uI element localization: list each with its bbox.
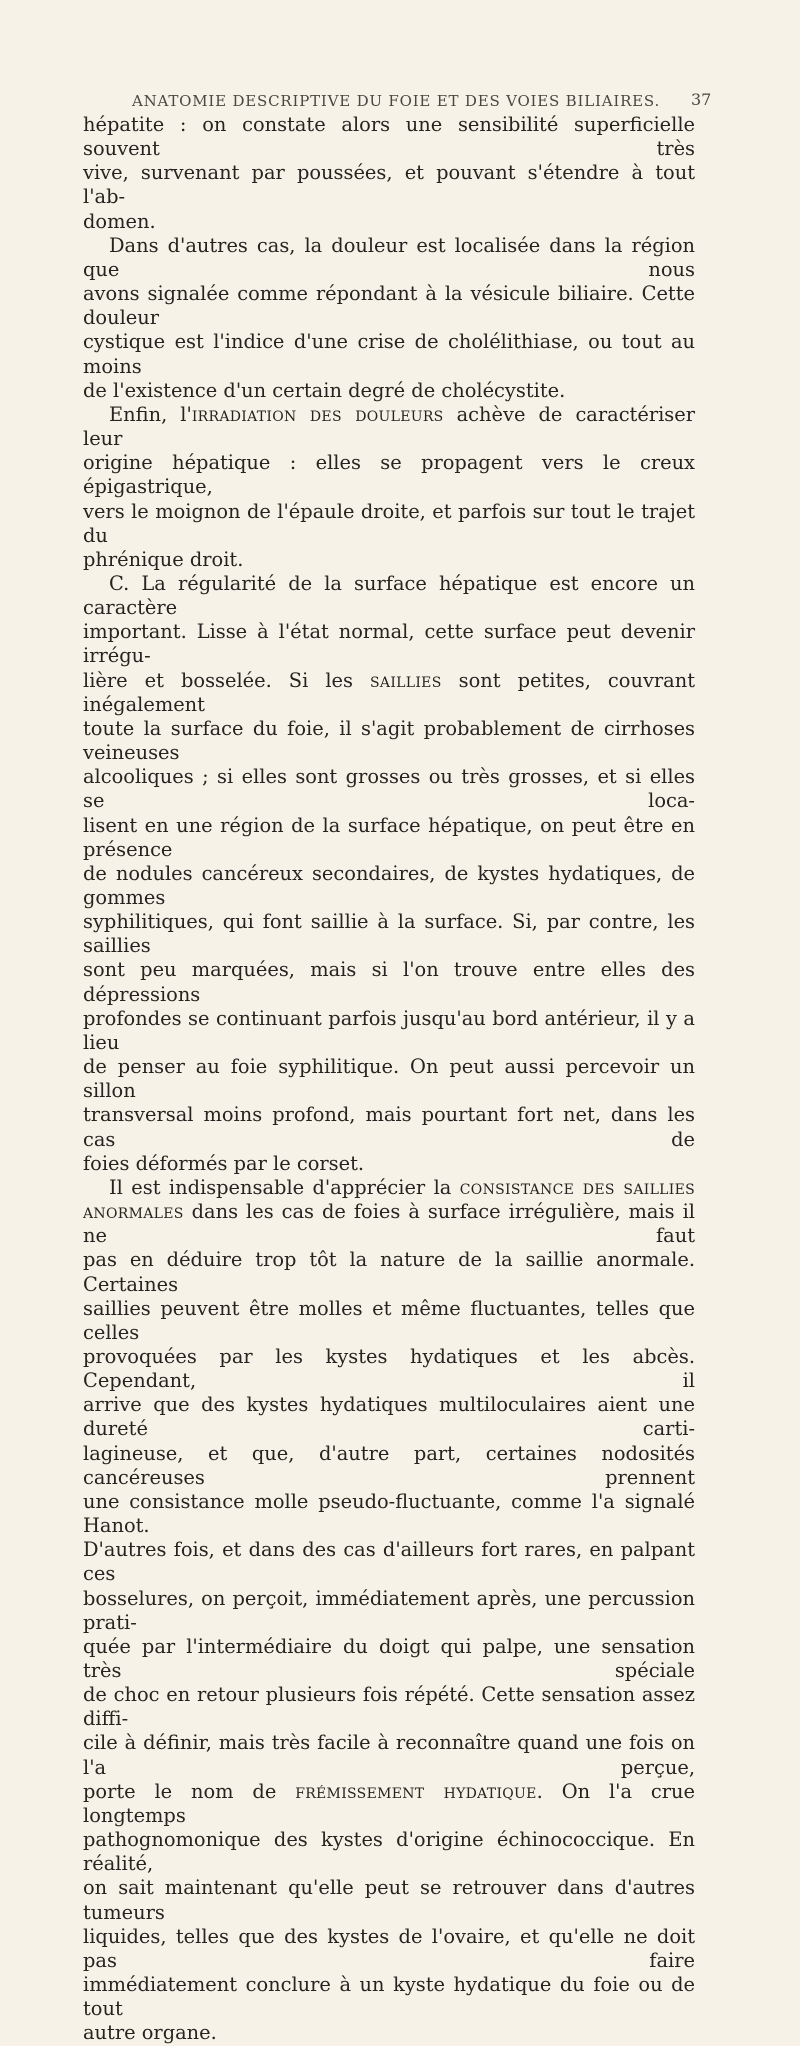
text-line: on sait maintenant qu'elle peut se retrouver dans d'autres tumeurs xyxy=(83,1876,695,1924)
small-caps-term: irradiation des douleurs xyxy=(191,402,444,426)
text-line xyxy=(83,1780,695,1828)
text-line: phrénique droit. xyxy=(83,547,244,571)
text-line: important. Lisse à l'état normal, cette surface peut devenir irrégu- xyxy=(83,620,695,668)
text-line: cile à définir, mais très facile à reconnaître quand une fois on l'a perçue, xyxy=(83,1731,695,1779)
text-line: Dans d'autres cas, la douleur est localisée dans la région que nous xyxy=(83,233,695,281)
small-caps-term: frémissement hydatique xyxy=(295,1779,537,1803)
text-line: bosselures, on perçoit, immédiatement après, une percussion prati- xyxy=(83,1586,695,1634)
text-run: achève de caractériser leur xyxy=(83,402,695,451)
text-run: lière et bosselée. Si les xyxy=(83,668,371,692)
small-caps-term: anormales xyxy=(83,1200,184,1224)
small-caps-term: consistance des saillies xyxy=(459,1175,696,1199)
running-header: ANATOMIE DESCRIPTIVE DU FOIE ET DES VOIES BILIAIRES. xyxy=(131,92,661,110)
text-line: vive, survenant par poussées, et pouvant s'étendre à tout l'ab- xyxy=(83,161,695,209)
text-line: lagineuse, et que, d'autre part, certaines nodosités cancéreuses prennent xyxy=(83,1441,695,1489)
text-line: domen. xyxy=(83,209,156,233)
body-text xyxy=(83,113,695,2046)
text-line: lisent en une région de la surface hépatique, on peut être en présence xyxy=(83,813,695,861)
text-line: origine hépatique : elles se propagent vers le creux épigastrique, xyxy=(83,451,695,499)
text-line: arrive que des kystes hydatiques multiloculaires aient une dureté carti- xyxy=(83,1393,695,1441)
text-line: toute la surface du foie, il s'agit probablement de cirrhoses veineuses xyxy=(83,716,695,765)
text-line: de choc en retour plusieurs fois répété. Cette sensation assez diffi- xyxy=(83,1683,695,1731)
text-line: de l'existence d'un certain degré de cholécystite. xyxy=(83,378,566,402)
text-run: sont petites, couvrant inégalement xyxy=(83,668,696,716)
text-line: sont peu marquées, mais si l'on trouve entre elles des dépressions xyxy=(83,958,695,1006)
text-line: une consistance molle pseudo-fluctuante, comme l'a signalé Hanot. xyxy=(83,1489,695,1538)
text-line: provoquées par les kystes hydatiques et les abcès. Cependant, il xyxy=(83,1344,695,1393)
text-line: immédiatement conclure à un kyste hydatique du foie ou de tout xyxy=(83,1973,695,2021)
text-line: profondes se continuant parfois jusqu'au bord antérieur, il y a lieu xyxy=(83,1006,695,1054)
text-line: de penser au foie syphilitique. On peut aussi percevoir un sillon xyxy=(83,1055,695,1103)
text-line: foies déformés par le corset. xyxy=(83,1151,365,1175)
text-run: porte le nom de xyxy=(83,1779,296,1803)
text-run: Il est indispensable d'apprécier la xyxy=(109,1175,460,1199)
text-line: pas en déduire trop tôt la nature de la saillie anormale. Certaines xyxy=(83,1248,695,1296)
text-line: transversal moins profond, mais pourtant fort net, dans les cas de xyxy=(83,1103,695,1151)
page-number: 37 xyxy=(691,90,712,109)
text-line: autre organe. xyxy=(83,2021,217,2045)
text-line: avons signalée comme répondant à la vésicule biliaire. Cette douleur xyxy=(83,282,695,330)
text-line: liquides, telles que des kystes de l'ovaire, et qu'elle ne doit pas faire xyxy=(83,1924,695,1972)
text-line xyxy=(83,403,695,451)
text-line: C. La régularité de la surface hépatique est encore un caractère xyxy=(83,571,695,620)
text-line: alcooliques ; si elles sont grosses ou très grosses, et si elles se loca- xyxy=(83,765,695,813)
text-line xyxy=(83,669,695,717)
text-line: hépatite : on constate alors une sensibilité superficielle souvent très xyxy=(83,113,695,161)
text-line: saillies peuvent être molles et même fluctuantes, telles que celles xyxy=(83,1296,695,1344)
text-run: . On l'a crue longtemps xyxy=(83,1779,695,1827)
text-line: syphilitiques, qui font saillie à la surface. Si, par contre, les saillies xyxy=(83,910,695,958)
text-line: pathognomonique des kystes d'origine échinococcique. En réalité, xyxy=(83,1828,695,1876)
text-line: vers le moignon de l'épaule droite, et parfois sur tout le trajet du xyxy=(83,499,695,547)
text-run: dans les cas de foies à surface irrégulière, mais il ne faut xyxy=(83,1200,695,1248)
text-line xyxy=(83,1176,695,1200)
text-line xyxy=(83,1200,695,1248)
small-caps-term: saillies xyxy=(370,668,442,692)
text-run: Enfin, l' xyxy=(109,402,192,426)
text-line: quée par l'intermédiaire du doigt qui palpe, une sensation très spéciale xyxy=(83,1634,695,1682)
text-line: de nodules cancéreux secondaires, de kystes hydatiques, de gommes xyxy=(83,861,695,909)
text-line: D'autres fois, et dans des cas d'ailleurs fort rares, en palpant ces xyxy=(83,1538,695,1586)
text-line: cystique est l'indice d'une crise de cholélithiase, ou tout au moins xyxy=(83,330,695,378)
